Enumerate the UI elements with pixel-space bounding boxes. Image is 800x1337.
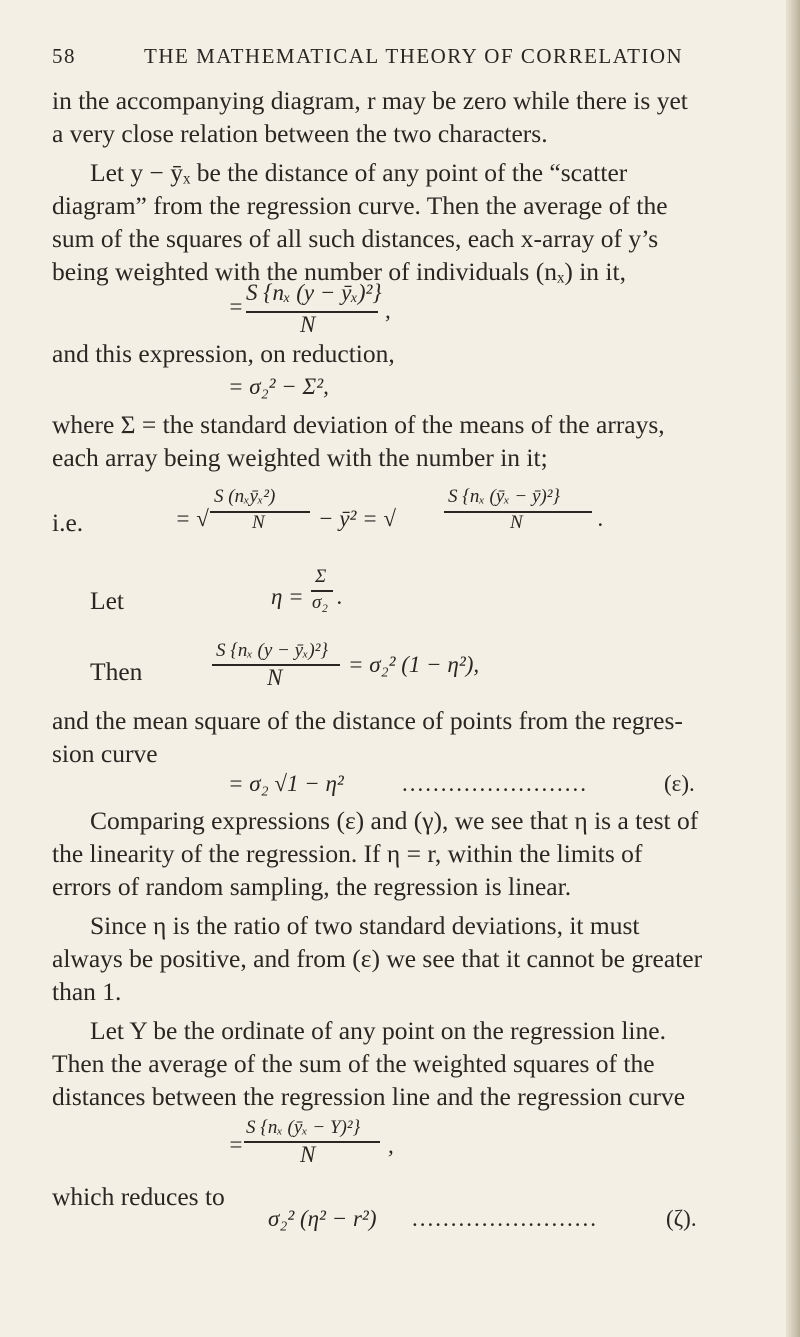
text-line: Comparing expressions (ε) and (γ), we see that η is a test of bbox=[90, 806, 699, 835]
text-line: a very close relation between the two characters. bbox=[52, 119, 548, 148]
equation-tag: (ζ). bbox=[666, 1206, 697, 1231]
leader-dots: ........................ bbox=[402, 771, 588, 796]
comma: , bbox=[388, 1133, 394, 1158]
numerator: S {nₓ (y − ȳₓ)²} bbox=[246, 280, 382, 305]
equals-sign: = bbox=[228, 294, 244, 319]
text-line: distances between the regression line and the regression curve bbox=[52, 1082, 686, 1111]
denominator: N bbox=[300, 312, 316, 337]
page-number: 58 bbox=[52, 44, 76, 68]
running-title: THE MATHEMATICAL THEORY OF CORRELATION bbox=[144, 44, 684, 68]
text-line: Let Y be the ordinate of any point on the regression line. bbox=[90, 1016, 666, 1045]
text-line: each array being weighted with the number in it; bbox=[52, 443, 548, 472]
denominator: N bbox=[300, 1142, 316, 1167]
denominator: N bbox=[510, 512, 523, 533]
numerator: Σ bbox=[315, 566, 327, 587]
period: . bbox=[598, 506, 604, 531]
let-label: Let bbox=[90, 586, 124, 615]
text-line: diagram” from the regression curve. Then the average of the bbox=[52, 191, 668, 220]
text-line: Let y − ȳₓ be the distance of any point of the “scatter bbox=[90, 158, 628, 187]
ie-label: i.e. bbox=[52, 508, 84, 537]
numerator: S {nₓ (ȳₓ − ȳ)²} bbox=[448, 486, 561, 507]
text-line: and this expression, on reduction, bbox=[52, 339, 395, 368]
leader-dots: ........................ bbox=[412, 1206, 598, 1231]
rhs: = σ₂² (1 − η²), bbox=[348, 652, 480, 677]
minus-ybar-root: − ȳ² = √ bbox=[318, 506, 397, 531]
text-line: sum of the squares of all such distances, each x-array of y’s bbox=[52, 224, 659, 253]
equals-root: = √ bbox=[175, 506, 209, 531]
text-line: Then the average of the sum of the weighted squares of the bbox=[52, 1049, 655, 1078]
text-line: sion curve bbox=[52, 739, 158, 768]
equation-body: = σ₂ √1 − η² bbox=[228, 771, 344, 796]
equation-tag: (ε). bbox=[664, 771, 695, 796]
numerator: S {nₓ (ȳₓ − Y)²} bbox=[246, 1117, 361, 1138]
equals-sign: = bbox=[228, 1132, 244, 1157]
text-line: errors of random sampling, the regression is linear. bbox=[52, 872, 572, 901]
denominator: N bbox=[267, 665, 283, 690]
text-line: and the mean square of the distance of points from the regres- bbox=[52, 706, 683, 735]
denominator: N bbox=[252, 512, 265, 533]
text-line: the linearity of the regression. If η = r, within the limits of bbox=[52, 839, 643, 868]
then-label: Then bbox=[90, 657, 143, 686]
text-line: Since η is the ratio of two standard deviations, it must bbox=[90, 911, 640, 940]
denominator: σ₂ bbox=[312, 592, 328, 613]
numerator: S {nₓ (y − ȳₓ)²} bbox=[216, 640, 329, 661]
comma: , bbox=[385, 298, 391, 323]
equation-2: = σ₂² − Σ², bbox=[228, 374, 329, 399]
eta-equals: η = bbox=[271, 584, 304, 609]
text-line: always be positive, and from (ε) we see that it cannot be greater bbox=[52, 944, 703, 973]
equation-body: σ₂² (η² − r²) bbox=[268, 1206, 377, 1231]
numerator: S (nₓȳₓ²) bbox=[214, 486, 276, 507]
text-line: than 1. bbox=[52, 977, 122, 1006]
period: . bbox=[337, 584, 343, 609]
page-edge-shadow bbox=[786, 0, 800, 1337]
text-line: where Σ = the standard deviation of the means of the arrays, bbox=[52, 410, 665, 439]
text-line: being weighted with the number of individuals (nₓ) in it, bbox=[52, 257, 626, 286]
text-line: which reduces to bbox=[52, 1182, 225, 1211]
text-line: in the accompanying diagram, r may be zero while there is yet bbox=[52, 86, 688, 115]
